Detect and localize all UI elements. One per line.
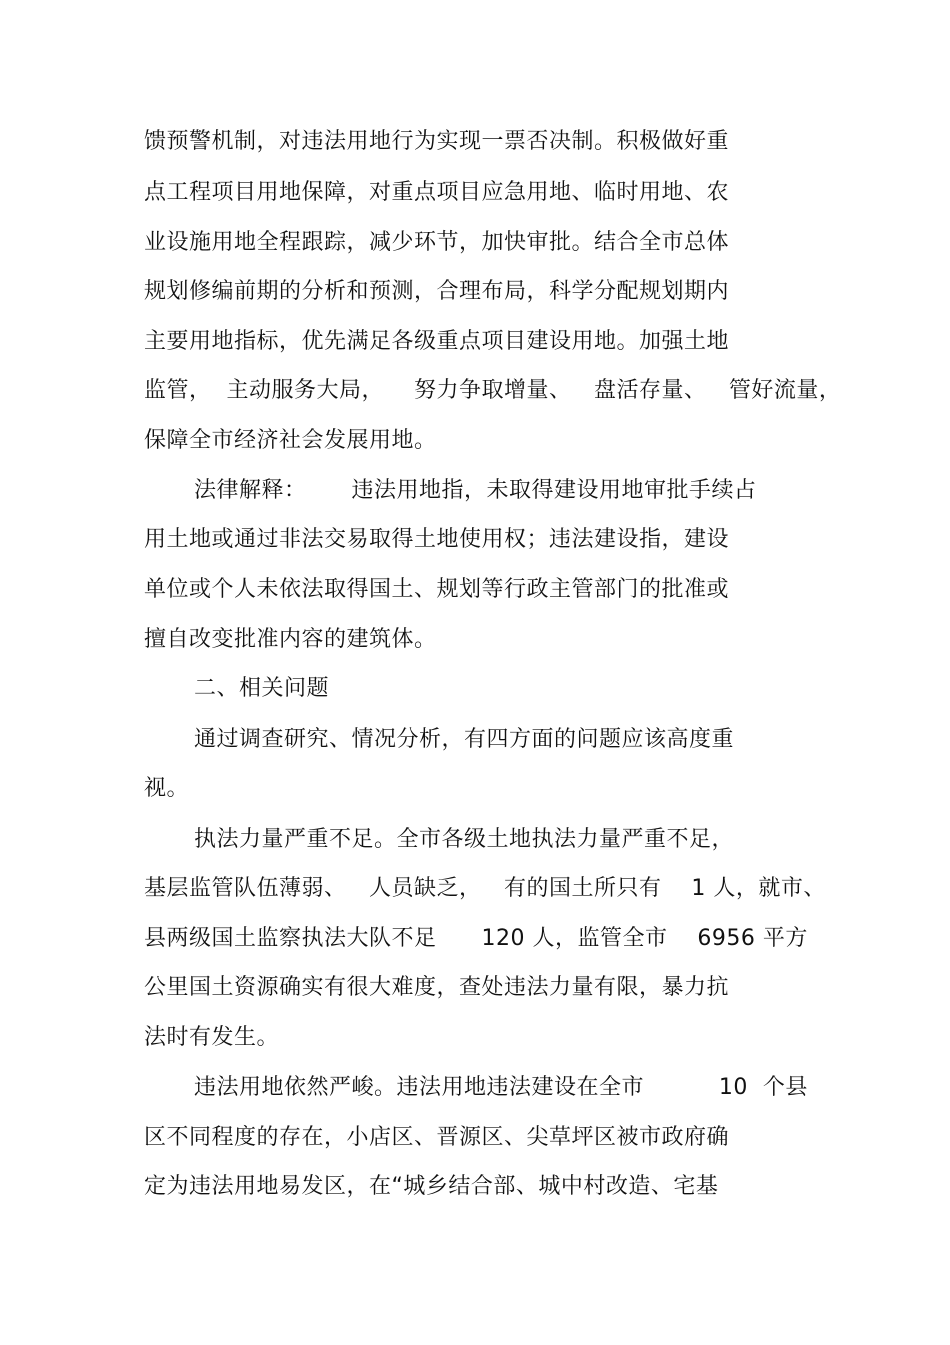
paragraph-line: 法律解释： 违法用地指，未取得建设用地审批手续占 (194, 478, 757, 503)
paragraph-line: 法时有发生。 (144, 1025, 280, 1050)
paragraph-line: 业设施用地全程跟踪，减少环节，加快审批。结合全市总体 (144, 230, 730, 255)
paragraph-line: 区不同程度的存在，小店区、晋源区、尖草坪区被市政府确 (144, 1125, 730, 1150)
paragraph-line: 用土地或通过非法交易取得土地使用权；违法建设指，建设 (144, 527, 730, 552)
paragraph-line: 执法力量严重不足。全市各级土地执法力量严重不足， (194, 827, 735, 852)
paragraph-line: 定为违法用地易发区，在“城乡结合部、城中村改造、宅基 (144, 1174, 719, 1199)
paragraph-line: 基层监管队伍薄弱、 人员缺乏， 有的国土所只有 1 人，就市、 (144, 876, 826, 901)
section-heading: 二、相关问题 (194, 676, 330, 701)
paragraph-line: 主要用地指标，优先满足各级重点项目建设用地。加强土地 (144, 329, 730, 354)
paragraph-line: 公里国土资源确实有很大难度，查处违法力量有限，暴力抗 (144, 975, 730, 1000)
paragraph-line: 违法用地依然严峻。违法用地违法建设在全市 10 个县 (194, 1075, 808, 1100)
paragraph-line: 馈预警机制，对违法用地行为实现一票否决制。积极做好重 (144, 129, 730, 154)
paragraph-line: 监管， 主动服务大局， 努力争取增量、 盘活存量、 管好流量， (144, 378, 842, 403)
paragraph-line: 单位或个人未依法取得国土、规划等行政主管部门的批准或 (144, 577, 730, 602)
paragraph-line: 保障全市经济社会发展用地。 (144, 428, 437, 453)
paragraph-line: 擅自改变批准内容的建筑体。 (144, 627, 437, 652)
paragraph-line: 通过调查研究、情况分析，有四方面的问题应该高度重 (194, 727, 735, 752)
paragraph-line: 视。 (144, 776, 190, 801)
paragraph-line: 点工程项目用地保障，对重点项目应急用地、临时用地、农 (144, 180, 730, 205)
paragraph-line: 县两级国土监察执法大队不足 120 人，监管全市 6956 平方 (144, 926, 808, 951)
paragraph-line: 规划修编前期的分析和预测，合理布局，科学分配规划期内 (144, 279, 730, 304)
